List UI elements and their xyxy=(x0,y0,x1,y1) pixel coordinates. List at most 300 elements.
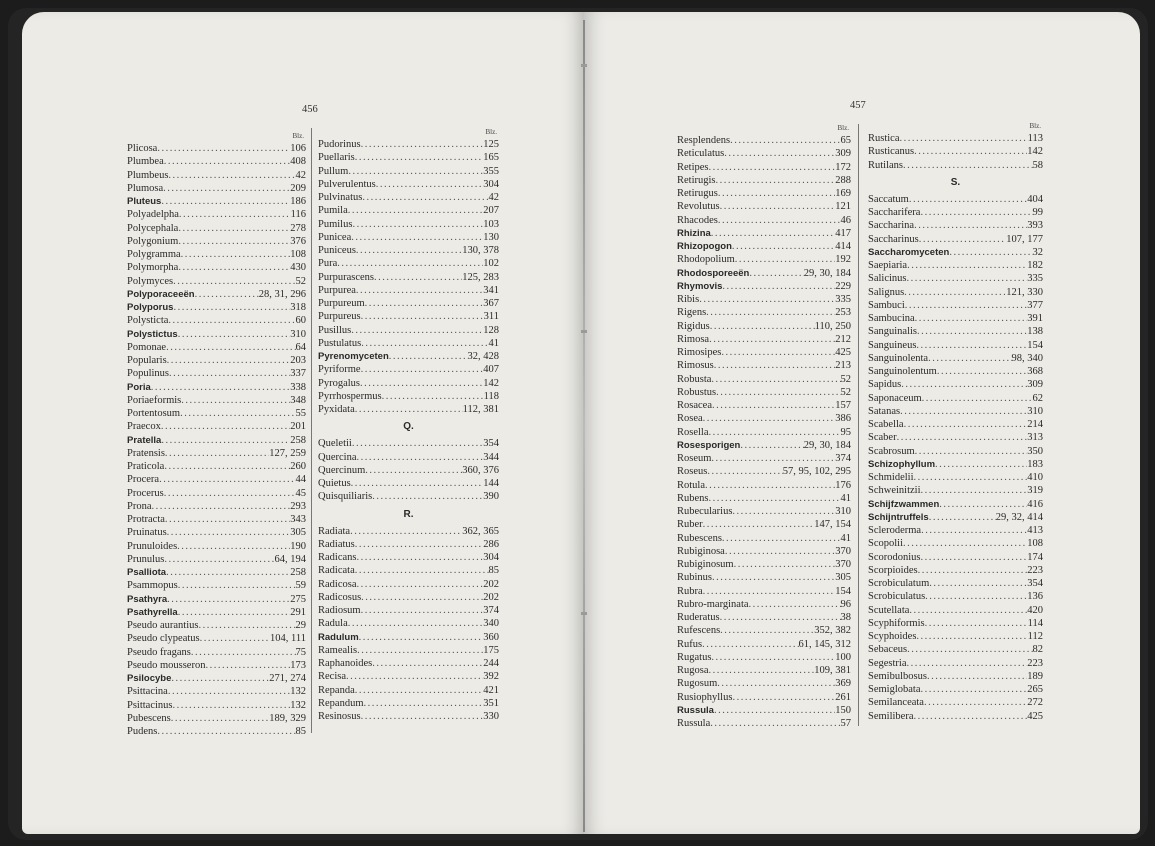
index-term: Rosesporigen xyxy=(677,439,741,451)
index-page-ref: 118 xyxy=(483,390,499,402)
dot-leader xyxy=(166,566,290,579)
index-page-ref: 108 xyxy=(1027,538,1043,550)
index-entry xyxy=(127,182,306,195)
dot-leader xyxy=(730,134,840,147)
dot-leader xyxy=(718,187,835,200)
index-page-ref: 278 xyxy=(290,222,306,234)
right-page xyxy=(584,12,1140,834)
index-page-ref: 207 xyxy=(483,205,499,217)
dot-leader xyxy=(919,233,1007,246)
dot-leader xyxy=(705,479,835,492)
dot-leader xyxy=(711,651,835,664)
dot-leader xyxy=(710,717,840,730)
index-page-ref: 374 xyxy=(483,605,499,616)
index-entry xyxy=(677,611,851,624)
dot-leader xyxy=(348,165,483,178)
index-entry xyxy=(127,473,306,486)
index-page-ref: 110, 250 xyxy=(814,320,851,332)
dot-leader xyxy=(356,244,462,257)
index-term: Retirugus xyxy=(677,188,718,199)
index-term: Robustus xyxy=(677,386,717,398)
index-page-ref: 52 xyxy=(840,373,851,385)
index-page-ref: 348 xyxy=(290,394,306,406)
index-page-ref: 377 xyxy=(1027,299,1043,311)
index-page-ref: 82 xyxy=(1032,644,1043,656)
index-term: Semiglobata xyxy=(868,684,921,695)
index-term: Rhizina xyxy=(677,227,711,239)
index-entry xyxy=(677,717,851,730)
index-term: Procerus xyxy=(127,487,164,499)
dot-leader xyxy=(365,464,462,477)
index-term: Rhodopolium xyxy=(677,254,735,266)
index-entry xyxy=(127,407,306,420)
index-entry xyxy=(127,712,306,725)
index-term: Praecox xyxy=(127,421,161,433)
index-entry xyxy=(127,632,306,645)
index-page-ref: 337 xyxy=(290,368,306,380)
index-term: Rugosum xyxy=(677,678,718,690)
dot-leader xyxy=(365,297,484,310)
dot-leader xyxy=(178,235,290,248)
index-term: Pulverulentus xyxy=(318,178,376,190)
index-term: Pusillus xyxy=(318,324,352,336)
index-page-ref: 144 xyxy=(483,478,499,489)
index-term: Rugosa xyxy=(677,665,709,676)
index-page-ref: 103 xyxy=(483,218,499,230)
index-term: Salicinus xyxy=(868,273,907,285)
index-page-ref: 362, 365 xyxy=(462,525,499,537)
index-page-ref: 132 xyxy=(290,699,306,711)
dot-leader xyxy=(191,646,296,659)
dot-leader xyxy=(374,271,462,284)
index-page-ref: 304 xyxy=(483,552,499,563)
index-entry xyxy=(127,619,306,632)
index-page-ref: 173 xyxy=(290,659,306,671)
index-term: Polygramma xyxy=(127,249,181,260)
dot-leader xyxy=(350,525,462,538)
index-term: Pluteus xyxy=(127,196,162,207)
dot-leader xyxy=(376,178,484,191)
index-entry xyxy=(318,564,499,577)
dot-leader xyxy=(921,484,1028,497)
index-page-ref: 192 xyxy=(835,254,851,266)
index-term: Ramealis xyxy=(318,644,358,656)
dot-leader xyxy=(355,538,484,551)
index-term: Psilocybe xyxy=(127,673,172,684)
index-entry xyxy=(868,471,1043,484)
dot-leader xyxy=(720,624,814,637)
index-entry xyxy=(127,354,306,367)
index-term: Scrobiculatus xyxy=(868,591,926,603)
index-term: Sanguineus xyxy=(868,339,917,351)
dot-leader xyxy=(164,155,291,168)
index-page-ref: 41 xyxy=(488,337,499,349)
index-entry xyxy=(868,630,1043,643)
dot-leader xyxy=(352,437,483,450)
index-entry xyxy=(677,545,851,558)
index-term: Polyporaceeën xyxy=(127,288,195,300)
index-term: Schmidelii xyxy=(868,472,914,483)
index-page-ref: 291 xyxy=(290,606,306,618)
index-term: Salignus xyxy=(868,286,905,298)
index-term: Populinus xyxy=(127,368,170,380)
index-page-ref: 57 xyxy=(840,718,851,729)
index-page-ref: 104, 111 xyxy=(270,633,306,645)
binding-thread xyxy=(581,612,587,615)
right-page-column-1 xyxy=(677,122,851,730)
index-term: Roseus xyxy=(677,466,708,478)
blz-column-label: Blz. xyxy=(837,124,849,132)
index-page-ref: 176 xyxy=(835,479,851,491)
index-term: Psalliota xyxy=(127,567,167,578)
index-page-ref: 112, 381 xyxy=(462,404,499,415)
index-term: Pseudo mousseron xyxy=(127,659,206,671)
index-term: Ribis xyxy=(677,294,700,305)
index-term: Sapidus xyxy=(868,379,902,391)
index-entry xyxy=(127,593,306,606)
index-entry xyxy=(677,386,851,399)
dot-leader xyxy=(907,657,1028,670)
dot-leader xyxy=(372,490,483,503)
index-entry xyxy=(677,267,851,280)
index-term: Rimosus xyxy=(677,360,714,372)
dot-leader xyxy=(389,350,468,363)
index-page-ref: 341 xyxy=(483,284,499,296)
dot-leader xyxy=(173,699,291,712)
index-term: Quisquiliaris xyxy=(318,491,373,503)
dot-leader xyxy=(914,710,1028,723)
index-term: Rubiginosum xyxy=(677,559,734,570)
index-term: Pumilus xyxy=(318,218,353,230)
index-page-ref: 121, 330 xyxy=(1006,286,1043,298)
index-entry xyxy=(677,704,851,717)
index-term: Repandum xyxy=(318,697,364,709)
dot-leader xyxy=(361,310,484,323)
index-term: Psittacinus xyxy=(127,699,173,711)
index-entry xyxy=(127,659,306,672)
index-term: Portentosum xyxy=(127,408,181,419)
index-term: Scrobiculatum xyxy=(868,578,930,589)
dot-leader xyxy=(917,325,1027,338)
dot-leader xyxy=(714,359,835,372)
index-entry xyxy=(127,261,306,274)
index-page-ref: 62 xyxy=(1032,392,1043,404)
index-entry xyxy=(318,284,499,297)
dot-leader xyxy=(361,363,484,376)
index-page-ref: 351 xyxy=(483,697,499,709)
index-page-ref: 32 xyxy=(1032,246,1043,258)
index-page-ref: 64 xyxy=(295,341,306,353)
index-entry xyxy=(127,394,306,407)
index-entry xyxy=(868,484,1043,497)
index-page-ref: 29, 32, 414 xyxy=(995,511,1043,523)
index-page-ref: 413 xyxy=(1027,525,1043,536)
index-page-ref: 65 xyxy=(840,135,851,146)
index-term: Roseum xyxy=(677,453,712,464)
index-term: Schweinitzii xyxy=(868,485,921,497)
index-page-ref: 203 xyxy=(290,355,306,366)
dot-leader xyxy=(924,696,1027,709)
dot-leader xyxy=(918,564,1028,577)
index-page-ref: 114 xyxy=(1027,617,1043,629)
index-term: Schijfzwammen xyxy=(868,498,940,510)
index-page-ref: 393 xyxy=(1027,220,1043,232)
index-term: Scorpioides xyxy=(868,564,918,576)
index-page-ref: 261 xyxy=(835,691,851,703)
dot-leader xyxy=(925,590,1027,603)
index-entry xyxy=(127,447,306,460)
index-entry xyxy=(127,314,306,327)
index-entry xyxy=(127,142,306,155)
dot-leader xyxy=(914,219,1027,232)
index-term: Pustulatus xyxy=(318,337,362,349)
index-entry xyxy=(868,458,1043,471)
index-page-ref: 189 xyxy=(1027,670,1043,682)
index-entry xyxy=(318,451,499,464)
index-entry xyxy=(868,683,1043,696)
dot-leader xyxy=(164,460,290,473)
right-page-column-2 xyxy=(868,120,1043,723)
index-term: Rhizopogon xyxy=(677,241,732,252)
index-page-ref: 258 xyxy=(290,567,306,578)
index-entry xyxy=(677,214,851,227)
index-entry xyxy=(868,710,1043,723)
index-term: Radicosa xyxy=(318,578,357,590)
index-term: Sambucina xyxy=(868,313,915,324)
index-entry xyxy=(318,310,499,323)
index-term: Rhymovis xyxy=(677,280,723,292)
index-entry xyxy=(868,551,1043,564)
index-term: Recisa xyxy=(318,671,346,683)
index-term: Rimosipes xyxy=(677,347,722,358)
dot-leader xyxy=(151,381,290,394)
index-page-ref: 258 xyxy=(290,434,306,446)
index-term: Pubescens xyxy=(127,712,171,724)
index-page-ref: 42 xyxy=(295,169,306,181)
dot-leader xyxy=(348,204,483,217)
dot-leader xyxy=(181,394,290,407)
index-page-ref: 370 xyxy=(835,545,851,557)
index-page-ref: 304 xyxy=(483,178,499,190)
dot-leader xyxy=(169,367,290,380)
index-page-ref: 29, 30, 184 xyxy=(803,439,851,451)
index-page-ref: 186 xyxy=(290,196,306,207)
index-entry xyxy=(318,525,499,538)
index-entry xyxy=(318,324,499,337)
index-term: Saccharinus xyxy=(868,233,919,245)
index-term: Purpurea xyxy=(318,284,356,296)
index-page-ref: 313 xyxy=(1027,432,1043,444)
index-entry xyxy=(127,500,306,513)
index-page-ref: 128 xyxy=(483,324,499,336)
index-term: Rubecularius xyxy=(677,506,733,517)
dot-leader xyxy=(205,659,290,672)
index-page-ref: 202 xyxy=(483,591,499,603)
index-term: Rotula xyxy=(677,479,705,491)
index-term: Scopolii xyxy=(868,538,904,550)
index-entry xyxy=(677,638,851,651)
index-page-ref: 309 xyxy=(835,148,851,160)
dot-leader xyxy=(907,272,1028,285)
dot-leader xyxy=(355,403,463,416)
index-entry xyxy=(318,697,499,710)
index-term: Radicata xyxy=(318,565,355,577)
index-entry xyxy=(127,579,306,592)
index-term: Quercina xyxy=(318,451,357,463)
dot-leader xyxy=(361,710,484,723)
index-entry xyxy=(868,339,1043,352)
index-page-ref: 106 xyxy=(290,143,306,154)
dot-leader xyxy=(922,392,1033,405)
index-term: Rubens xyxy=(677,492,709,504)
dot-leader xyxy=(179,208,291,221)
index-page-ref: 136 xyxy=(1027,591,1043,603)
index-entry xyxy=(127,487,306,500)
index-entry xyxy=(318,165,499,178)
index-page-ref: 386 xyxy=(835,413,851,425)
index-page-ref: 157 xyxy=(835,400,851,411)
index-term: Popularis xyxy=(127,355,167,366)
index-entry xyxy=(127,566,306,579)
index-entry xyxy=(677,452,851,465)
index-page-ref: 138 xyxy=(1027,326,1043,338)
index-entry xyxy=(127,646,306,659)
index-entry xyxy=(318,191,499,204)
index-term: Radiosum xyxy=(318,605,361,616)
dot-leader xyxy=(722,532,841,545)
index-entry xyxy=(868,498,1043,511)
index-entry xyxy=(868,299,1043,312)
index-page-ref: 374 xyxy=(835,453,851,464)
index-term: Rufus xyxy=(677,638,703,650)
index-page-ref: 310 xyxy=(1027,405,1043,417)
index-page-ref: 271, 274 xyxy=(269,673,306,684)
index-entry xyxy=(318,644,499,657)
index-page-ref: 310 xyxy=(835,506,851,517)
index-term: Rufescens xyxy=(677,625,721,637)
index-term: Schizophyllum xyxy=(868,458,936,470)
index-term: Sebaceus xyxy=(868,644,908,656)
index-page-ref: 60 xyxy=(295,315,306,327)
index-page-ref: 116 xyxy=(290,209,306,221)
index-entry xyxy=(127,275,306,288)
dot-leader xyxy=(903,159,1032,172)
index-page-ref: 125 xyxy=(483,139,499,150)
index-term: Radula xyxy=(318,618,348,630)
dot-leader xyxy=(749,598,841,611)
index-term: Pratensis xyxy=(127,447,165,459)
index-page-ref: 100 xyxy=(835,651,851,663)
index-entry xyxy=(127,540,306,553)
index-entry xyxy=(127,301,306,314)
index-term: Rubescens xyxy=(677,532,722,544)
dot-leader xyxy=(361,604,484,617)
index-page-ref: 108 xyxy=(290,249,306,260)
dot-leader xyxy=(709,333,835,346)
index-page-ref: 44 xyxy=(295,474,306,486)
index-term: Rusticanus xyxy=(868,146,915,158)
column-divider xyxy=(858,124,859,726)
dot-leader xyxy=(361,138,484,151)
index-term: Scleroderma xyxy=(868,525,922,536)
index-page-ref: 311 xyxy=(483,311,499,323)
dot-leader xyxy=(921,551,1028,564)
index-term: Pudens xyxy=(127,726,158,737)
index-page-ref: 404 xyxy=(1027,193,1043,205)
index-term: Pyriforme xyxy=(318,364,361,376)
dot-leader xyxy=(712,399,835,412)
index-page-ref: 169 xyxy=(835,188,851,199)
dot-leader xyxy=(900,405,1027,418)
index-entry xyxy=(318,657,499,670)
index-term: Radiatus xyxy=(318,538,355,550)
dot-leader xyxy=(716,386,840,399)
index-entry xyxy=(127,672,306,685)
dot-leader xyxy=(195,288,259,301)
index-page-ref: 57, 95, 102, 295 xyxy=(782,466,851,478)
index-term: Rosea xyxy=(677,413,703,425)
index-term: Psathyrella xyxy=(127,606,178,618)
index-page-ref: 154 xyxy=(1027,339,1043,351)
index-term: Robusta xyxy=(677,373,712,385)
index-entry xyxy=(677,134,851,147)
index-entry xyxy=(318,178,499,191)
index-entry xyxy=(127,222,306,235)
index-page-ref: 213 xyxy=(835,360,851,372)
dot-leader xyxy=(907,259,1027,272)
dot-leader xyxy=(721,346,835,359)
index-entry xyxy=(868,365,1043,378)
index-entry xyxy=(318,437,499,450)
index-term: Satanas xyxy=(868,405,901,417)
index-page-ref: 182 xyxy=(1027,260,1043,271)
dot-leader xyxy=(702,638,798,651)
index-term: Pseudo clypeatus xyxy=(127,633,200,645)
dot-leader xyxy=(734,558,836,571)
index-term: Rigidus xyxy=(677,320,710,332)
dot-leader xyxy=(346,670,483,683)
index-page-ref: 214 xyxy=(1027,419,1043,430)
left-page-column-1 xyxy=(127,130,306,738)
index-entry xyxy=(318,551,499,564)
index-term: Resinosus xyxy=(318,711,361,722)
index-entry xyxy=(318,617,499,630)
column-divider xyxy=(311,128,312,733)
dot-leader xyxy=(725,545,835,558)
index-entry xyxy=(677,465,851,478)
dot-leader xyxy=(167,354,291,367)
dot-leader xyxy=(357,644,483,657)
index-entry xyxy=(677,691,851,704)
index-entry xyxy=(677,505,851,518)
index-page-ref: 355 xyxy=(483,165,499,177)
index-entry xyxy=(318,604,499,617)
index-term: Rigens xyxy=(677,307,707,319)
dot-leader xyxy=(178,222,290,235)
dot-leader xyxy=(168,685,290,698)
index-page-ref: 369 xyxy=(835,678,851,690)
index-entry xyxy=(318,231,499,244)
index-page-ref: 64, 194 xyxy=(274,553,306,565)
index-page-ref: 417 xyxy=(835,227,851,239)
dot-leader xyxy=(724,147,835,160)
dot-leader xyxy=(909,604,1027,617)
dot-leader xyxy=(914,145,1027,158)
dot-leader xyxy=(198,619,295,632)
index-page-ref: 42 xyxy=(488,192,499,203)
index-term: Plumbeus xyxy=(127,169,169,181)
index-entry xyxy=(677,373,851,386)
